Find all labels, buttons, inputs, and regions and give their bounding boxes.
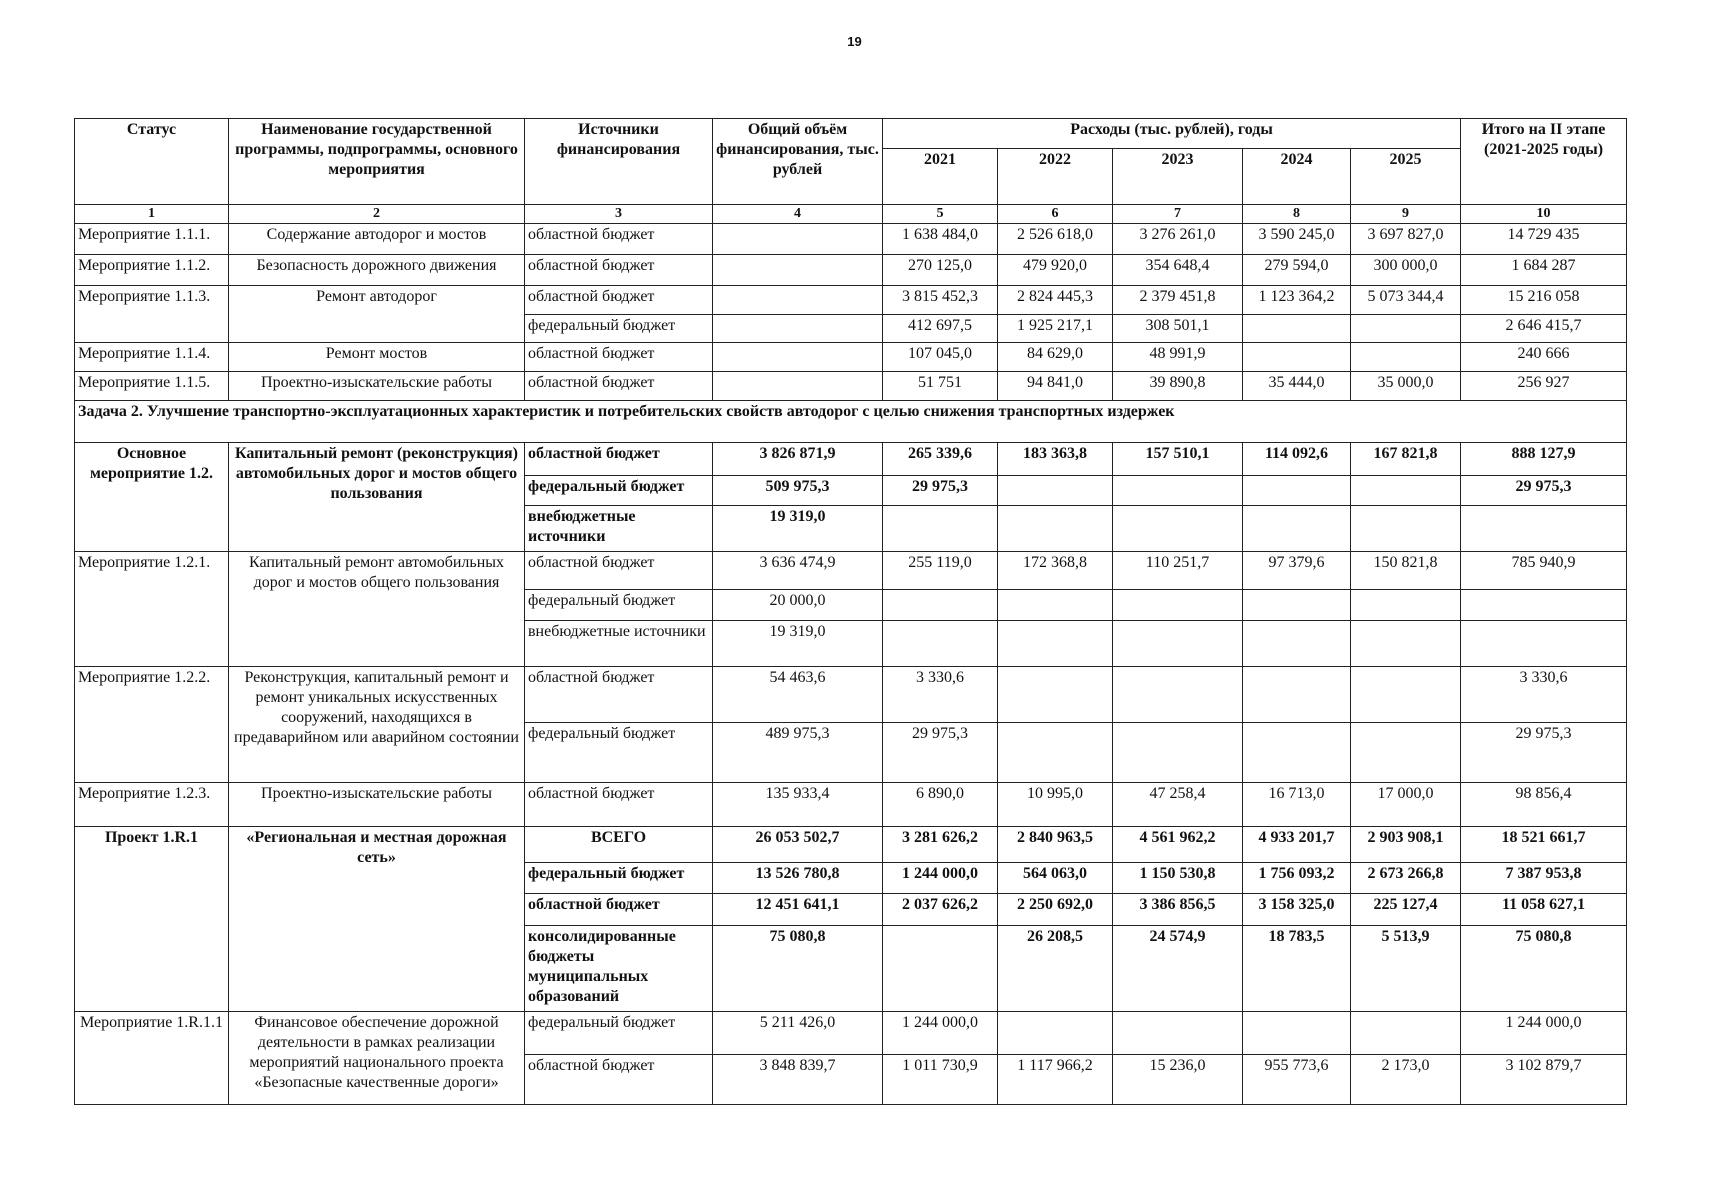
row-year-value: 3 276 261,0	[1113, 223, 1243, 254]
row-year-value: 3 590 245,0	[1243, 223, 1351, 254]
row-year-value: 35 444,0	[1243, 371, 1351, 400]
row-year-value: 35 000,0	[1351, 371, 1461, 400]
row-name: Реконструкция, капитальный ремонт и ремонт уникальных искусственных сооружений, находящихся в предаварийном или аварийном состоянии	[229, 666, 525, 782]
row-year-value: 97 379,6	[1243, 551, 1351, 589]
row-source: федеральный бюджет	[525, 475, 713, 505]
row-name: «Региональная и местная дорожная сеть»	[229, 826, 525, 1011]
page-number: 19	[847, 34, 862, 49]
header-name: Наименование государственной программы, подпрограммы, основного мероприятия	[229, 119, 525, 205]
row-year-value	[1351, 314, 1461, 342]
row-year-value: 1 011 730,9	[883, 1054, 998, 1104]
row-itogo	[1461, 505, 1627, 551]
row-year-value	[1113, 666, 1243, 722]
row-year-value: 167 821,8	[1351, 442, 1461, 475]
row-year-value: 10 995,0	[998, 782, 1113, 826]
row-source: областной бюджет	[525, 1054, 713, 1104]
row-year-value: 157 510,1	[1113, 442, 1243, 475]
row-itogo	[1461, 620, 1627, 666]
row-name: Содержание автодорог и мостов	[229, 223, 525, 254]
table-row	[75, 285, 1627, 314]
col-number: 7	[1113, 205, 1243, 224]
table-row	[75, 1011, 1627, 1054]
row-source: областной бюджет	[525, 285, 713, 314]
row-year-value: 1 244 000,0	[883, 1011, 998, 1054]
row-year-value: 29 975,3	[883, 475, 998, 505]
row-total: 509 975,3	[713, 475, 883, 505]
row-year-value: 279 594,0	[1243, 254, 1351, 285]
row-total: 75 080,8	[713, 925, 883, 1011]
row-total: 5 211 426,0	[713, 1011, 883, 1054]
row-itogo: 15 216 058	[1461, 285, 1627, 314]
row-source: областной бюджет	[525, 893, 713, 925]
row-year-value: 26 208,5	[998, 925, 1113, 1011]
row-year-value: 300 000,0	[1351, 254, 1461, 285]
row-itogo: 3 330,6	[1461, 666, 1627, 722]
row-source: областной бюджет	[525, 782, 713, 826]
row-year-value	[1243, 1011, 1351, 1054]
row-total: 135 933,4	[713, 782, 883, 826]
row-year-value: 114 092,6	[1243, 442, 1351, 475]
header-year: 2025	[1351, 149, 1461, 205]
row-total	[713, 342, 883, 371]
row-year-value	[1351, 722, 1461, 782]
row-year-value	[1351, 475, 1461, 505]
row-itogo: 1 684 287	[1461, 254, 1627, 285]
row-year-value: 2 840 963,5	[998, 826, 1113, 862]
row-status: Основное мероприятие 1.2.	[75, 442, 229, 551]
row-source: областной бюджет	[525, 342, 713, 371]
row-year-value	[1243, 666, 1351, 722]
row-year-value: 6 890,0	[883, 782, 998, 826]
row-status: Мероприятие 1.1.1.	[75, 223, 229, 254]
col-number: 6	[998, 205, 1113, 224]
row-year-value: 48 991,9	[1113, 342, 1243, 371]
row-itogo: 14 729 435	[1461, 223, 1627, 254]
row-source: областной бюджет	[525, 442, 713, 475]
row-name: Капитальный ремонт (реконструкция) автомобильных дорог и мостов общего пользования	[229, 442, 525, 551]
row-name: Ремонт мостов	[229, 342, 525, 371]
table-row	[75, 666, 1627, 722]
row-year-value: 1 117 966,2	[998, 1054, 1113, 1104]
row-year-value: 1 638 484,0	[883, 223, 998, 254]
col-number: 4	[713, 205, 883, 224]
row-year-value	[883, 589, 998, 620]
row-status: Мероприятие 1.2.3.	[75, 782, 229, 826]
row-year-value: 3 281 626,2	[883, 826, 998, 862]
row-name: Ремонт автодорог	[229, 285, 525, 342]
row-year-value: 3 386 856,5	[1113, 893, 1243, 925]
row-year-value	[1243, 342, 1351, 371]
row-year-value: 4 561 962,2	[1113, 826, 1243, 862]
row-year-value: 107 045,0	[883, 342, 998, 371]
table-row	[75, 551, 1627, 589]
table-row	[75, 223, 1627, 254]
row-year-value	[1351, 1011, 1461, 1054]
row-source: областной бюджет	[525, 223, 713, 254]
row-year-value: 412 697,5	[883, 314, 998, 342]
table-row	[75, 254, 1627, 285]
row-total: 3 636 474,9	[713, 551, 883, 589]
row-year-value: 16 713,0	[1243, 782, 1351, 826]
row-itogo: 1 244 000,0	[1461, 1011, 1627, 1054]
row-year-value	[1351, 620, 1461, 666]
row-itogo: 29 975,3	[1461, 475, 1627, 505]
row-total: 3 826 871,9	[713, 442, 883, 475]
row-year-value: 1 244 000,0	[883, 862, 998, 893]
row-year-value	[883, 925, 998, 1011]
row-year-value: 3 815 452,3	[883, 285, 998, 314]
row-year-value: 3 697 827,0	[1351, 223, 1461, 254]
row-year-value	[998, 620, 1113, 666]
financing-table	[74, 118, 1627, 1105]
row-year-value	[883, 620, 998, 666]
row-source: областной бюджет	[525, 254, 713, 285]
row-total: 489 975,3	[713, 722, 883, 782]
row-year-value	[998, 1011, 1113, 1054]
col-number: 3	[525, 205, 713, 224]
row-year-value: 2 824 445,3	[998, 285, 1113, 314]
row-year-value: 955 773,6	[1243, 1054, 1351, 1104]
row-year-value	[1243, 589, 1351, 620]
row-year-value: 1 756 093,2	[1243, 862, 1351, 893]
row-year-value: 15 236,0	[1113, 1054, 1243, 1104]
row-year-value: 110 251,7	[1113, 551, 1243, 589]
header-expenses: Расходы (тыс. рублей), годы	[883, 119, 1461, 149]
row-year-value: 17 000,0	[1351, 782, 1461, 826]
table-row	[75, 342, 1627, 371]
row-year-value: 308 501,1	[1113, 314, 1243, 342]
row-year-value: 24 574,9	[1113, 925, 1243, 1011]
row-total	[713, 254, 883, 285]
row-year-value: 2 903 908,1	[1351, 826, 1461, 862]
row-status: Мероприятие 1.1.5.	[75, 371, 229, 400]
row-year-value	[1113, 475, 1243, 505]
row-itogo: 256 927	[1461, 371, 1627, 400]
row-name: Безопасность дорожного движения	[229, 254, 525, 285]
row-source: областной бюджет	[525, 551, 713, 589]
table-row	[75, 782, 1627, 826]
row-status: Мероприятие 1.1.3.	[75, 285, 229, 342]
row-source: консолидированные бюджеты муниципальных образований	[525, 925, 713, 1011]
row-status: Мероприятие 1.1.2.	[75, 254, 229, 285]
row-year-value: 255 119,0	[883, 551, 998, 589]
row-year-value	[1243, 505, 1351, 551]
task-title: Задача 2. Улучшение транспортно-эксплуатационных характеристик и потребительских свойств автодорог с целью снижения транспортных издержек	[75, 400, 1627, 442]
row-itogo: 98 856,4	[1461, 782, 1627, 826]
row-source: областной бюджет	[525, 666, 713, 722]
table-row	[75, 826, 1627, 862]
row-year-value	[1243, 620, 1351, 666]
row-total	[713, 285, 883, 314]
row-status: Мероприятие 1.2.1.	[75, 551, 229, 666]
row-year-value: 564 063,0	[998, 862, 1113, 893]
col-number: 5	[883, 205, 998, 224]
row-year-value: 2 173,0	[1351, 1054, 1461, 1104]
row-year-value: 2 526 618,0	[998, 223, 1113, 254]
row-year-value: 4 933 201,7	[1243, 826, 1351, 862]
row-itogo: 29 975,3	[1461, 722, 1627, 782]
row-itogo: 240 666	[1461, 342, 1627, 371]
row-year-value: 94 841,0	[998, 371, 1113, 400]
row-source: внебюджетные источники	[525, 505, 713, 551]
row-year-value: 2 250 692,0	[998, 893, 1113, 925]
row-year-value: 5 073 344,4	[1351, 285, 1461, 314]
row-name: Проектно-изыскательские работы	[229, 782, 525, 826]
row-year-value: 1 150 530,8	[1113, 862, 1243, 893]
col-number: 1	[75, 205, 229, 224]
header-year: 2022	[998, 149, 1113, 205]
row-status: Проект 1.R.1	[75, 826, 229, 1011]
row-year-value: 3 330,6	[883, 666, 998, 722]
row-year-value	[998, 475, 1113, 505]
row-year-value: 354 648,4	[1113, 254, 1243, 285]
row-itogo: 785 940,9	[1461, 551, 1627, 589]
row-total: 19 319,0	[713, 620, 883, 666]
row-year-value	[1351, 342, 1461, 371]
row-year-value: 2 037 626,2	[883, 893, 998, 925]
row-total	[713, 371, 883, 400]
row-total	[713, 314, 883, 342]
row-itogo: 7 387 953,8	[1461, 862, 1627, 893]
row-status: Мероприятие 1.1.4.	[75, 342, 229, 371]
header-status: Статус	[75, 119, 229, 205]
header-year: 2023	[1113, 149, 1243, 205]
row-itogo: 3 102 879,7	[1461, 1054, 1627, 1104]
row-total: 13 526 780,8	[713, 862, 883, 893]
row-year-value: 18 783,5	[1243, 925, 1351, 1011]
row-year-value: 270 125,0	[883, 254, 998, 285]
table-row	[75, 371, 1627, 400]
header-year: 2024	[1243, 149, 1351, 205]
row-itogo	[1461, 589, 1627, 620]
col-number: 8	[1243, 205, 1351, 224]
col-number: 10	[1461, 205, 1627, 224]
row-year-value	[883, 505, 998, 551]
row-status: Мероприятие 1.R.1.1	[75, 1011, 229, 1104]
row-itogo: 2 646 415,7	[1461, 314, 1627, 342]
row-year-value: 225 127,4	[1351, 893, 1461, 925]
col-number: 2	[229, 205, 525, 224]
row-year-value: 29 975,3	[883, 722, 998, 782]
row-status: Мероприятие 1.2.2.	[75, 666, 229, 782]
row-year-value	[1113, 620, 1243, 666]
row-source: федеральный бюджет	[525, 862, 713, 893]
row-total: 3 848 839,7	[713, 1054, 883, 1104]
row-year-value	[998, 505, 1113, 551]
row-year-value: 47 258,4	[1113, 782, 1243, 826]
row-total	[713, 223, 883, 254]
row-year-value	[1351, 589, 1461, 620]
row-itogo: 18 521 661,7	[1461, 826, 1627, 862]
row-year-value: 1 925 217,1	[998, 314, 1113, 342]
row-source: внебюджетные источники	[525, 620, 713, 666]
row-source: федеральный бюджет	[525, 1011, 713, 1054]
row-total: 20 000,0	[713, 589, 883, 620]
row-total: 12 451 641,1	[713, 893, 883, 925]
row-name: Проектно-изыскательские работы	[229, 371, 525, 400]
row-year-value: 1 123 364,2	[1243, 285, 1351, 314]
header-total: Общий объём финансирования, тыс. рублей	[713, 119, 883, 205]
row-itogo: 75 080,8	[1461, 925, 1627, 1011]
table-header	[75, 119, 1627, 224]
row-itogo: 888 127,9	[1461, 442, 1627, 475]
row-year-value: 84 629,0	[998, 342, 1113, 371]
row-source: федеральный бюджет	[525, 589, 713, 620]
row-year-value: 51 751	[883, 371, 998, 400]
row-name: Финансовое обеспечение дорожной деятельности в рамках реализации мероприятий национального проекта «Безопасные качественные дороги»	[229, 1011, 525, 1104]
row-year-value	[1351, 666, 1461, 722]
row-year-value	[998, 589, 1113, 620]
row-name: Капитальный ремонт автомобильных дорог и мостов общего пользования	[229, 551, 525, 666]
table-row	[75, 442, 1627, 475]
row-year-value	[1113, 505, 1243, 551]
row-source: федеральный бюджет	[525, 722, 713, 782]
row-year-value	[1113, 589, 1243, 620]
row-year-value	[1351, 505, 1461, 551]
row-year-value	[1243, 475, 1351, 505]
row-year-value: 2 673 266,8	[1351, 862, 1461, 893]
row-year-value	[1243, 314, 1351, 342]
row-year-value: 3 158 325,0	[1243, 893, 1351, 925]
row-total: 54 463,6	[713, 666, 883, 722]
row-source: ВСЕГО	[525, 826, 713, 862]
row-year-value	[1113, 722, 1243, 782]
row-source: федеральный бюджет	[525, 314, 713, 342]
row-year-value: 479 920,0	[998, 254, 1113, 285]
row-year-value	[1113, 1011, 1243, 1054]
header-sources: Источники финансирования	[525, 119, 713, 205]
row-total: 19 319,0	[713, 505, 883, 551]
row-total: 26 053 502,7	[713, 826, 883, 862]
col-number: 9	[1351, 205, 1461, 224]
row-source: областной бюджет	[525, 371, 713, 400]
row-year-value: 172 368,8	[998, 551, 1113, 589]
row-year-value: 2 379 451,8	[1113, 285, 1243, 314]
row-year-value: 183 363,8	[998, 442, 1113, 475]
row-year-value: 150 821,8	[1351, 551, 1461, 589]
row-year-value: 265 339,6	[883, 442, 998, 475]
row-year-value	[998, 722, 1113, 782]
row-year-value	[1243, 722, 1351, 782]
header-itogo: Итого на II этапе (2021-2025 годы)	[1461, 119, 1627, 205]
row-year-value: 5 513,9	[1351, 925, 1461, 1011]
task-row	[75, 400, 1627, 442]
row-year-value	[998, 666, 1113, 722]
header-year: 2021	[883, 149, 998, 205]
row-year-value: 39 890,8	[1113, 371, 1243, 400]
row-itogo: 11 058 627,1	[1461, 893, 1627, 925]
